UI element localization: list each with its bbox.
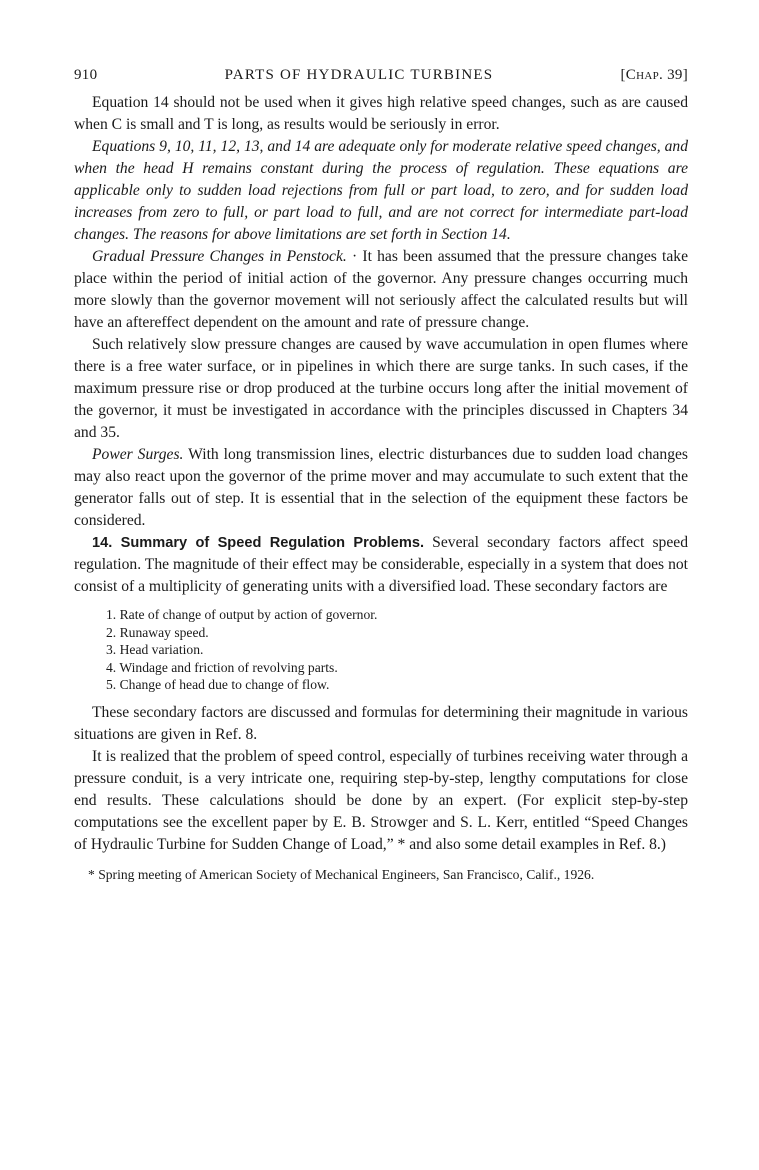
gradual-pressure-text: · It has been assumed that the pressure changes take place within the period of initial action of the governor. Any pressure changes occurring much more slowly than the governor movement will not seriously affect the calculated results but will have an aftereffect dependent on the amount and rate of pressure change. — [74, 248, 688, 331]
list-item: 3. Head variation. — [106, 642, 204, 657]
paragraph-equation-14-caution: Equation 14 should not be used when it gives high relative speed changes, such as are caused when C is small and T is long, as results would be seriously in error. — [74, 94, 688, 133]
list-item: 4. Windage and friction of revolving parts. — [106, 659, 338, 675]
paragraph-equation-limitations: Equations 9, 10, 11, 12, 13, and 14 are adequate only for moderate relative speed changes, and when the head H remains constant during the process of regulation. These equations are applicable only to sudden load rejections from full or part load, to zero, and for sudden load increases from zero to full, or part load to full, and are not correct for intermediate part-load changes. The reasons for above limitations are set forth in Section 14. — [74, 138, 688, 243]
list-item: 1. Rate of change of output by action of governor. — [106, 607, 378, 622]
list-item: 2. Runaway speed. — [106, 624, 209, 640]
chapter-label: [Chap. 39] — [620, 67, 688, 83]
power-surges-heading: Power Surges. — [92, 446, 184, 463]
list-item: 5. Change of head due to change of flow. — [106, 677, 330, 692]
secondary-factors-list — [74, 606, 688, 694]
footnote: * Spring meeting of American Society of Mechanical Engineers, San Francisco, Calif., 1926. — [88, 866, 595, 882]
paragraph-secondary-factors: These secondary factors are discussed and formulas for determining their magnitude in various situations are given in Ref. 8. — [74, 703, 688, 743]
gradual-pressure-heading: Gradual Pressure Changes in Penstock. — [92, 248, 347, 265]
paragraph-section-14 — [74, 532, 688, 598]
paragraph-slow-pressure: Such relatively slow pressure changes are caused by wave accumulation in open flumes where there is a free water surface, or in pipelines in which there are surge tanks. In such cases, if the maximum pressure rise or drop produced at the turbine occurs long after the initial movement of the governor, it must be investigated in accordance with the principles discussed in Chapters 34 and 35. — [74, 336, 688, 441]
power-surges-text: With long transmission lines, electric disturbances due to sudden load changes may also react upon the governor of the prime mover and may accumulate to such extent that the generator falls out of step. It is essential that in the selection of the equipment these factors be considered. — [74, 446, 688, 529]
paragraph-gradual-pressure — [74, 246, 688, 334]
section-14-heading: 14. Summary of Speed Regulation Problems. — [92, 535, 424, 551]
running-title: PARTS OF HYDRAULIC TURBINES — [224, 67, 494, 83]
book-page — [74, 64, 688, 884]
paragraph-speed-control: It is realized that the problem of speed control, especially of turbines receiving water through a pressure conduit, is a very intricate one, requiring step-by-step, lengthy computations for close end results. These calculations should be done by an expert. (For explicit step-by-step computations see the excellent paper by E. B. Strowger and S. L. Kerr, entitled “Speed Changes of Hydraulic Turbine for Sudden Change of Load,” * and also some detail examples in Ref. 8.) — [74, 747, 688, 853]
running-header — [74, 64, 688, 86]
section-14-text: Several secondary factors affect speed regulation. The magnitude of their effect may be considerable, especially in a system that does not consist of a multiplicity of generating units with a diversified load. These secondary factors are — [74, 534, 688, 595]
page-number: 910 — [74, 67, 98, 83]
paragraph-power-surges — [74, 444, 688, 532]
